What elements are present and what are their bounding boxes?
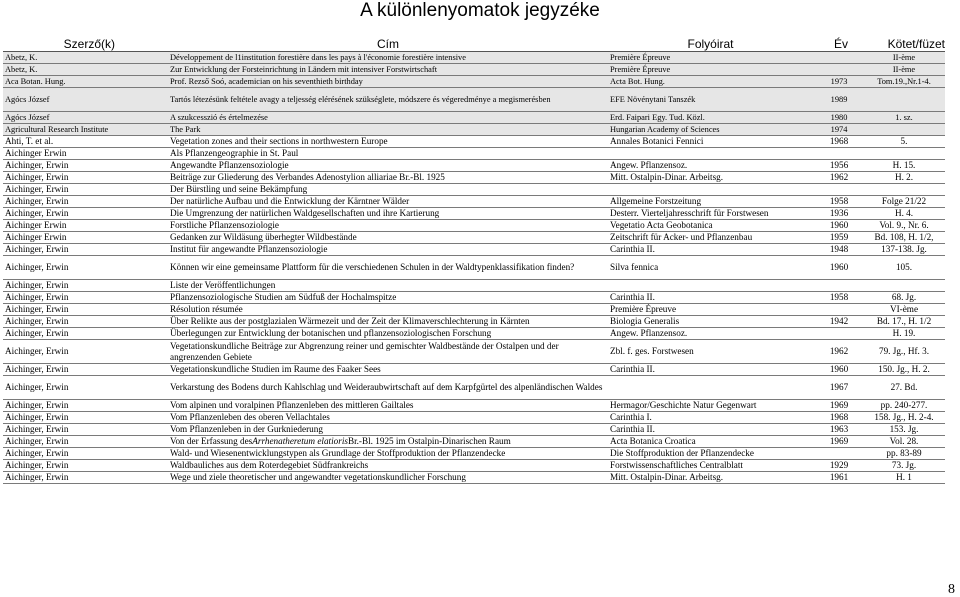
table-row bbox=[3, 316, 945, 328]
cell-volume: 5. bbox=[900, 136, 908, 146]
cell-year: 1967 bbox=[829, 382, 849, 392]
table-row bbox=[3, 328, 945, 340]
cell-journal: Première Épreuve bbox=[610, 304, 677, 314]
cell-title: Waldbauliches aus dem Roterdegebiet Südfrankreichs bbox=[170, 460, 369, 470]
cell-year: 1960 bbox=[829, 262, 849, 272]
cell-volume: Bd. 108, H. 1/2, bbox=[874, 232, 934, 242]
table-header-row bbox=[3, 37, 945, 52]
cell-title: Als Pflanzengeographie in St. Paul bbox=[170, 148, 299, 158]
cell-journal bbox=[610, 148, 818, 159]
cell-volume: 68. Jg. bbox=[891, 292, 917, 302]
cell-journal bbox=[610, 280, 818, 291]
table-row bbox=[3, 172, 945, 184]
cell-title: Über Relikte aus der postglazialen Wärmezeit und der Zeit der Klimaverschlechterung in Kärnten bbox=[170, 316, 530, 326]
cell-volume: 73. Jg. bbox=[891, 460, 917, 470]
header-title: Cím bbox=[377, 37, 399, 51]
cell-author: Aichinger, Erwin bbox=[5, 262, 69, 272]
table-row bbox=[3, 196, 945, 208]
cell-author: Aichinger, Erwin bbox=[5, 460, 69, 470]
cell-author: Abetz, K. bbox=[5, 53, 38, 62]
cell-journal: Annales Botanici Fennici bbox=[610, 136, 704, 146]
cell-title: Wege und ziele theoretischer und angewandter vegetationskundlicher Forschung bbox=[170, 472, 466, 482]
cell-volume: VI-ème bbox=[889, 304, 919, 314]
table-body bbox=[3, 52, 945, 484]
cell-title: Gedanken zur Wildäsung überhegter Wildbestände bbox=[170, 232, 357, 242]
table-row bbox=[3, 400, 945, 412]
cell-title: Vom Pflanzenleben in der Gurkniederung bbox=[170, 424, 323, 434]
cell-author: Aichinger, Erwin bbox=[5, 346, 69, 356]
cell-journal: Carinthia I. bbox=[610, 412, 652, 422]
cell-author: Aichinger Erwin bbox=[5, 148, 67, 158]
page-number: 8 bbox=[948, 582, 955, 597]
cell-year: 1973 bbox=[830, 77, 848, 86]
cell-volume: pp. 83-89 bbox=[886, 448, 922, 458]
table-row bbox=[3, 280, 945, 292]
cell-year: 1936 bbox=[829, 208, 849, 218]
table-row bbox=[3, 460, 945, 472]
cell-author: Aichinger, Erwin bbox=[5, 304, 69, 314]
header-year: Év bbox=[833, 37, 848, 51]
cell-title: Können wir eine gemeinsame Plattform für die verschiedenen Schulen in der Waldtypenklassifikation finden? bbox=[170, 262, 575, 272]
cell-journal: Carinthia II. bbox=[610, 244, 655, 254]
cell-volume: 105. bbox=[895, 262, 913, 272]
cell-volume bbox=[863, 88, 945, 111]
cell-volume: 79. Jg., Hf. 3. bbox=[878, 346, 930, 356]
table-row bbox=[3, 436, 945, 448]
cell-journal: Première Épreuve bbox=[610, 65, 671, 74]
cell-year: 1959 bbox=[829, 232, 849, 242]
cell-author: Aichinger, Erwin bbox=[5, 160, 69, 170]
cell-journal: Die Stoffproduktion der Pflanzendecke bbox=[610, 448, 754, 458]
cell-author: Aichinger, Erwin bbox=[5, 328, 69, 338]
species-name: Arrhenatheretum elatioris bbox=[252, 436, 348, 446]
cell-year bbox=[815, 448, 863, 459]
cell-journal: Forstwissenschaftliches Centralblatt bbox=[610, 460, 743, 470]
table-row bbox=[3, 244, 945, 256]
cell-author: Aichinger, Erwin bbox=[5, 244, 69, 254]
cell-year: 1969 bbox=[829, 436, 849, 446]
cell-title: Die Umgrenzung der natürlichen Waldgesellschaften und ihre Kartierung bbox=[170, 208, 440, 218]
cell-journal: Acta Bot. Hung. bbox=[610, 77, 665, 86]
cell-author: Aichinger Erwin bbox=[5, 220, 67, 230]
cell-author: Aichinger, Erwin bbox=[5, 184, 69, 194]
cell-year bbox=[815, 52, 863, 63]
cell-author: Aichinger, Erwin bbox=[5, 364, 69, 374]
cell-volume bbox=[863, 184, 945, 195]
cell-year: 1942 bbox=[829, 316, 849, 326]
cell-author: Aichinger, Erwin bbox=[5, 448, 69, 458]
table-row bbox=[3, 208, 945, 220]
cell-volume: 27. Bd. bbox=[890, 382, 918, 392]
cell-title: Résolution résumée bbox=[170, 304, 243, 314]
cell-year: 1980 bbox=[830, 113, 848, 122]
cell-year: 1960 bbox=[829, 364, 849, 374]
table-row bbox=[3, 232, 945, 244]
cell-journal: EFE Növénytani Tanszék bbox=[610, 95, 696, 104]
cell-title: Forstliche Pflanzensoziologie bbox=[170, 220, 279, 230]
cell-year: 1958 bbox=[829, 196, 849, 206]
cell-volume: H. 2. bbox=[894, 172, 914, 182]
table-row bbox=[3, 376, 945, 400]
cell-journal: Carinthia II. bbox=[610, 292, 655, 302]
cell-title: A szukcesszió és értelmezése bbox=[170, 113, 268, 122]
cell-volume: 150. Jg., H. 2. bbox=[878, 364, 930, 374]
cell-journal: Première Épreuve bbox=[610, 53, 671, 62]
cell-volume: Folge 21/22 bbox=[881, 196, 927, 206]
cell-journal: Silva fennica bbox=[610, 262, 659, 272]
cell-title: Vom alpinen und voralpinen Pflanzenleben des mittleren Gailtales bbox=[170, 400, 414, 410]
cell-journal: Mitt. Ostalpin-Dinar. Arbeitsg. bbox=[610, 472, 724, 482]
table-row bbox=[3, 424, 945, 436]
cell-volume: Tom.19.,Nr.1-4. bbox=[877, 77, 931, 86]
cell-year bbox=[815, 280, 863, 291]
cell-title: Développement de l1institution forestière dans les pays à l'économie forestière intensive bbox=[170, 53, 466, 62]
cell-volume bbox=[863, 148, 945, 159]
cell-title: Vegetationskundliche Beiträge zur Abgrenzung reiner und gemischter Waldbestände der Ostalpen und der angrenzenden Gebiete bbox=[170, 340, 559, 362]
cell-year bbox=[815, 64, 863, 75]
cell-title: Von der Erfassung des Arrhenatheretum elatioris Br.-Bl. 1925 im Ostalpin-Dinarischen Raum bbox=[170, 436, 511, 446]
cell-year: 1968 bbox=[829, 136, 849, 146]
cell-title: Der natürliche Aufbau und die Entwicklung der Kärntner Wälder bbox=[170, 196, 410, 206]
cell-author: Aichinger Erwin bbox=[5, 232, 67, 242]
cell-author: Aichinger, Erwin bbox=[5, 424, 69, 434]
table-row bbox=[3, 88, 945, 112]
table-row bbox=[3, 160, 945, 172]
cell-volume: Vol. 28. bbox=[889, 436, 919, 446]
cell-volume: H. 15. bbox=[892, 160, 916, 170]
cell-year: 1960 bbox=[829, 220, 849, 230]
cell-journal: Hermagor/Geschichte Natur Gegenwart bbox=[610, 400, 757, 410]
cell-year: 1963 bbox=[829, 424, 849, 434]
cell-title: Angewandte Pflanzensoziologie bbox=[170, 160, 289, 170]
cell-title: Vegetation zones and their sections in northwestern Europe bbox=[170, 136, 388, 146]
cell-year: 1958 bbox=[829, 292, 849, 302]
cell-volume: II-ème bbox=[892, 53, 916, 62]
cell-author: Aichinger, Erwin bbox=[5, 436, 69, 446]
cell-year: 1974 bbox=[830, 125, 848, 134]
cell-volume: Vol. 9., Nr. 6. bbox=[879, 220, 929, 230]
cell-title: Tartós létezésünk feltétele avagy a teljesség elérésének szükséglete, módszere és végeredménye a megismerésben bbox=[170, 95, 551, 104]
cell-year: 1948 bbox=[829, 244, 849, 254]
cell-title: Der Bürstling und seine Bekämpfung bbox=[170, 184, 308, 194]
cell-author: Aichinger, Erwin bbox=[5, 292, 69, 302]
cell-title: Vegetationskundliche Studien im Raume des Faaker Sees bbox=[170, 364, 381, 374]
cell-title: Institut für angewandte Pflanzensoziologie bbox=[170, 244, 328, 254]
cell-journal bbox=[610, 376, 818, 399]
cell-title: Prof. Rezső Soó, academician on his seventhieth birthday bbox=[170, 77, 363, 86]
table-row bbox=[3, 304, 945, 316]
cell-author: Aichinger, Erwin bbox=[5, 400, 69, 410]
cell-year: 1989 bbox=[830, 95, 848, 104]
cell-title: Liste der Veröffentlichungen bbox=[170, 280, 276, 290]
table-row bbox=[3, 124, 945, 136]
cell-title: The Park bbox=[170, 125, 201, 134]
table-row bbox=[3, 364, 945, 376]
table-row bbox=[3, 184, 945, 196]
cell-journal bbox=[610, 184, 818, 195]
cell-journal: Biologia Generalis bbox=[610, 316, 680, 326]
cell-author: Aichinger, Erwin bbox=[5, 412, 69, 422]
cell-title: Überlegungen zur Entwicklung der botanischen und pflanzensoziologischen Forschung bbox=[170, 328, 492, 338]
cell-volume: 137-138. Jg. bbox=[881, 244, 927, 254]
header-author: Szerző(k) bbox=[63, 37, 115, 51]
cell-author: Aichinger, Erwin bbox=[5, 208, 69, 218]
cell-journal: Carinthia II. bbox=[610, 364, 655, 374]
table-row bbox=[3, 220, 945, 232]
cell-year bbox=[815, 184, 863, 195]
table-row bbox=[3, 52, 945, 64]
table-row bbox=[3, 340, 945, 364]
cell-journal: Desterr. Vierteljahresschrift für Forstwesen bbox=[610, 208, 769, 218]
table-row bbox=[3, 148, 945, 160]
cell-author: Aichinger, Erwin bbox=[5, 280, 69, 290]
cell-year: 1968 bbox=[829, 412, 849, 422]
cell-volume: H. 4. bbox=[894, 208, 914, 218]
cell-journal: Vegetatio Acta Geobotanica bbox=[610, 220, 713, 230]
cell-year: 1962 bbox=[829, 346, 849, 356]
cell-journal: Erd. Faipari Egy. Tud. Közl. bbox=[610, 113, 705, 122]
table-row bbox=[3, 292, 945, 304]
cell-volume: Bd. 17., H. 1/2 bbox=[876, 316, 932, 326]
table-row bbox=[3, 472, 945, 484]
cell-volume: II-ème bbox=[892, 65, 916, 74]
cell-year: 1956 bbox=[829, 160, 849, 170]
publications-table bbox=[3, 37, 945, 484]
header-volume: Kötet/füzet bbox=[887, 37, 945, 51]
cell-title: Beiträge zur Gliederung des Verbandes Adenostylion alliariae Br.-Bl. 1925 bbox=[170, 172, 445, 182]
table-row bbox=[3, 412, 945, 424]
cell-journal: Angew. Pflanzensoz. bbox=[610, 160, 688, 170]
cell-author: Agricultural Research Institute bbox=[5, 125, 109, 134]
cell-journal: Allgemeine Forstzeitung bbox=[610, 196, 702, 206]
table-row bbox=[3, 256, 945, 280]
cell-year bbox=[815, 304, 863, 315]
cell-journal: Mitt. Ostalpin-Dinar. Arbeitsg. bbox=[610, 172, 724, 182]
cell-year bbox=[815, 328, 863, 339]
cell-title: Wald- und Wiesenentwicklungstypen als Grundlage der Stoffproduktion der Pflanzendecke bbox=[170, 448, 506, 458]
cell-volume: pp. 240-277. bbox=[880, 400, 928, 410]
table-row bbox=[3, 76, 945, 88]
cell-journal: Angew. Pflanzensoz. bbox=[610, 328, 688, 338]
cell-year: 1969 bbox=[829, 400, 849, 410]
cell-year: 1962 bbox=[829, 172, 849, 182]
cell-author: Abetz, K. bbox=[5, 65, 38, 74]
cell-volume: 158. Jg., H. 2-4. bbox=[874, 412, 934, 422]
cell-year bbox=[815, 148, 863, 159]
cell-journal: Zeitschrift für Acker- und Pflanzenbau bbox=[610, 232, 753, 242]
cell-journal: Carinthia II. bbox=[610, 424, 655, 434]
cell-title: Vom Pflanzenleben des oberen Vellachtales bbox=[170, 412, 330, 422]
cell-journal: Acta Botanica Croatica bbox=[610, 436, 696, 446]
cell-author: Aichinger, Erwin bbox=[5, 382, 69, 392]
table-row bbox=[3, 64, 945, 76]
table-row bbox=[3, 136, 945, 148]
cell-journal: Zbl. f. ges. Forstwesen bbox=[610, 346, 694, 356]
cell-year: 1961 bbox=[829, 472, 849, 482]
cell-author: Aichinger, Erwin bbox=[5, 172, 69, 182]
cell-year: 1929 bbox=[829, 460, 849, 470]
cell-title: Verkarstung des Bodens durch Kahlschlag und Weideraubwirtschaft auf dem Karpfgürtel des alpenländischen Waldes bbox=[170, 382, 603, 392]
cell-journal: Hungarian Academy of Sciences bbox=[610, 125, 720, 134]
cell-author: Ahti, T. et al. bbox=[5, 136, 54, 146]
cell-volume bbox=[863, 124, 945, 135]
cell-author: Aichinger, Erwin bbox=[5, 196, 69, 206]
cell-title: Pflanzensoziologische Studien am Südfuß der Hochalmspitze bbox=[170, 292, 397, 302]
cell-volume: 1. sz. bbox=[895, 113, 913, 122]
cell-volume: 153. Jg. bbox=[889, 424, 919, 434]
cell-author: Aca Botan. Hung. bbox=[5, 77, 66, 86]
table-row bbox=[3, 112, 945, 124]
table-row bbox=[3, 448, 945, 460]
cell-volume: H. 1 bbox=[896, 472, 912, 482]
page-title: A különlenyomatok jegyzéke bbox=[360, 0, 600, 21]
cell-author: Aichinger, Erwin bbox=[5, 472, 69, 482]
cell-title: Zur Entwicklung der Forsteinrichtung in Ländern mit intensiver Forstwirtschaft bbox=[170, 65, 438, 74]
cell-author: Agócs József bbox=[5, 95, 50, 104]
header-journal: Folyóirat bbox=[687, 37, 734, 51]
cell-author: Aichinger, Erwin bbox=[5, 316, 69, 326]
cell-volume: H. 19. bbox=[892, 328, 916, 338]
cell-volume bbox=[863, 280, 945, 291]
cell-author: Agócs József bbox=[5, 113, 50, 122]
